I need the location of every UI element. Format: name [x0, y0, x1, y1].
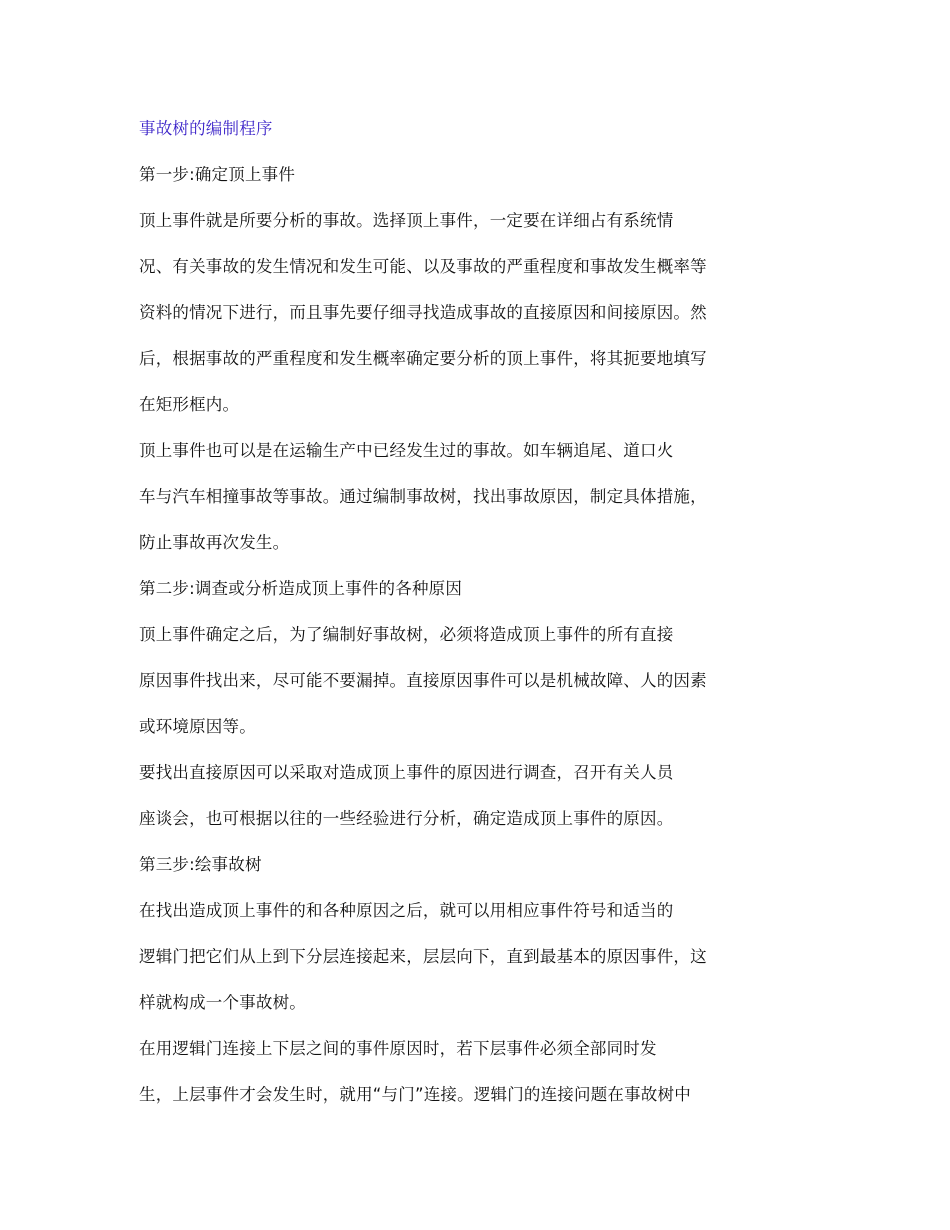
text-line: 况、有关事故的发生情况和发生可能、以及事故的严重程度和事故发生概率等	[139, 257, 707, 276]
text-line: 在用逻辑门连接上下层之间的事件原因时，若下层事件必须全部同时发	[139, 1039, 657, 1058]
text-line: 车与汽车相撞事故等事故。通过编制事故树，找出事故原因，制定具体措施，	[139, 487, 707, 506]
text-line: 要找出直接原因可以采取对造成顶上事件的原因进行调查，召开有关人员	[139, 763, 674, 782]
text-line: 顶上事件确定之后，为了编制好事故树，必须将造成顶上事件的所有直接	[139, 625, 674, 644]
text-line: 顶上事件也可以是在运输生产中已经发生过的事故。如车辆追尾、道口火	[139, 441, 674, 460]
text-line: 顶上事件就是所要分析的事故。选择顶上事件，一定要在详细占有系统情	[139, 211, 674, 230]
text-line: 逻辑门把它们从上到下分层连接起来，层层向下，直到最基本的原因事件，这	[139, 947, 707, 966]
step-3-heading: 第三步:绘事故树	[139, 855, 262, 874]
text-line: 或环境原因等。	[139, 717, 256, 736]
text-line: 在找出造成顶上事件的和各种原因之后，就可以用相应事件符号和适当的	[139, 901, 674, 920]
text-line: 座谈会，也可根据以往的一些经验进行分析，确定造成顶上事件的原因。	[139, 809, 674, 828]
step-2-heading: 第二步:调查或分析造成顶上事件的各种原因	[139, 579, 463, 598]
text-line: 防止事故再次发生。	[139, 533, 290, 552]
text-line: 后，根据事故的严重程度和发生概率确定要分析的顶上事件，将其扼要地填写	[139, 349, 707, 368]
text-line: 生，上层事件才会发生时，就用“与门”连接。逻辑门的连接问题在事故树中	[139, 1085, 691, 1104]
text-line: 资料的情况下进行，而且事先要仔细寻找造成事故的直接原因和间接原因。然	[139, 303, 707, 322]
step-1-heading: 第一步:确定顶上事件	[139, 165, 296, 184]
text-line: 在矩形框内。	[139, 395, 240, 414]
text-line: 原因事件找出来，尽可能不要漏掉。直接原因事件可以是机械故障、人的因素	[139, 671, 707, 690]
text-line: 样就构成一个事故树。	[139, 993, 306, 1012]
document-title: 事故树的编制程序	[139, 119, 273, 138]
